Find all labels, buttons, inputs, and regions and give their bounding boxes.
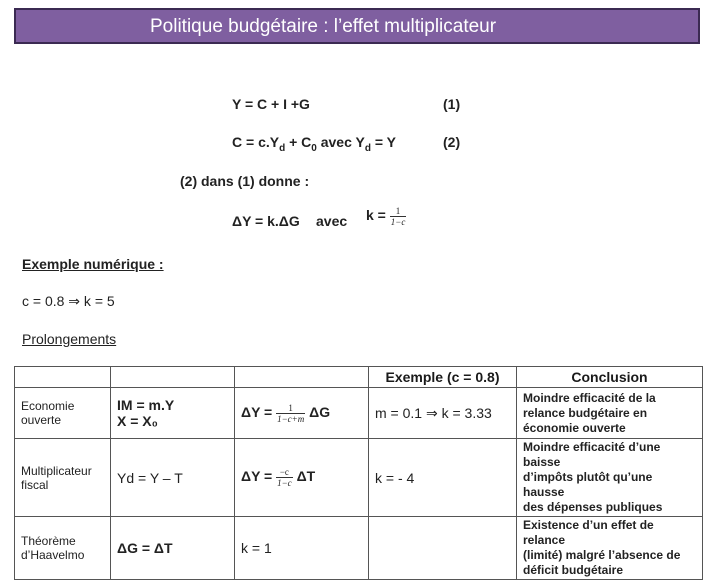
row-formula: Yd = Y – T: [111, 439, 235, 517]
multiplier-result: ΔY = k.ΔG: [232, 213, 300, 229]
header-example: Exemple (c = 0.8): [369, 367, 517, 388]
equation-1-number: (1): [443, 96, 461, 112]
table-row: [15, 388, 703, 439]
row-effect: k = 1: [235, 517, 369, 580]
multiplier-avec: avec: [316, 213, 348, 229]
example-heading: Exemple numérique :: [22, 256, 164, 272]
example-line: c = 0.8 ⇒ k = 5: [22, 293, 115, 309]
slide-title: Politique budgétaire : l’effet multiplicateur: [150, 16, 497, 37]
header-conclusion: Conclusion: [517, 367, 703, 388]
table-row: [15, 439, 703, 517]
multiplier-fraction: $\frac{1}{1-c}$: [390, 206, 406, 227]
row-example: k = - 4: [369, 439, 517, 517]
row-label: Multiplicateur fiscal: [15, 439, 111, 517]
table-row: [15, 517, 703, 580]
row-example: [369, 517, 517, 580]
row-example: m = 0.1 ⇒ k = 3.33: [369, 388, 517, 439]
row-conclusion: Moindre efficacité d’une baisse d’impôts plutôt qu’une hausse des dépenses publiques: [517, 439, 703, 517]
equation-2-number: (2): [443, 134, 461, 150]
slide-title-bar: [14, 8, 700, 44]
row-label: Théorème d’Haavelmo: [15, 517, 111, 580]
substitution-text: (2) dans (1) donne :: [180, 173, 310, 189]
row-effect: ΔY = $\frac{1}{1-c+m}$ ΔG: [235, 388, 369, 439]
row-conclusion: Moindre efficacité de la relance budgétaire en économie ouverte: [517, 388, 703, 439]
multiplier-k-definition: k = $\frac{1}{1-c}$: [366, 206, 406, 227]
equation-2: $C = c.Y_d + C_0$ avec $Y_d = Y$: [232, 134, 397, 154]
equation-1: Y = C + I +G: [232, 96, 310, 112]
prolongements-table: [14, 366, 703, 580]
row-conclusion: Existence d’un effet de relance (limité) malgré l’absence de déficit budgétaire: [517, 517, 703, 580]
row-formula: ΔG = ΔT: [111, 517, 235, 580]
row-label: Economie ouverte: [15, 388, 111, 439]
row-effect: ΔY = $\frac{-c}{1-c}$ ΔT: [235, 439, 369, 517]
row-formula: IM = m.Y X = X₀: [111, 388, 235, 439]
table-header-row: [15, 367, 703, 388]
prolongements-heading: Prolongements: [22, 331, 117, 347]
